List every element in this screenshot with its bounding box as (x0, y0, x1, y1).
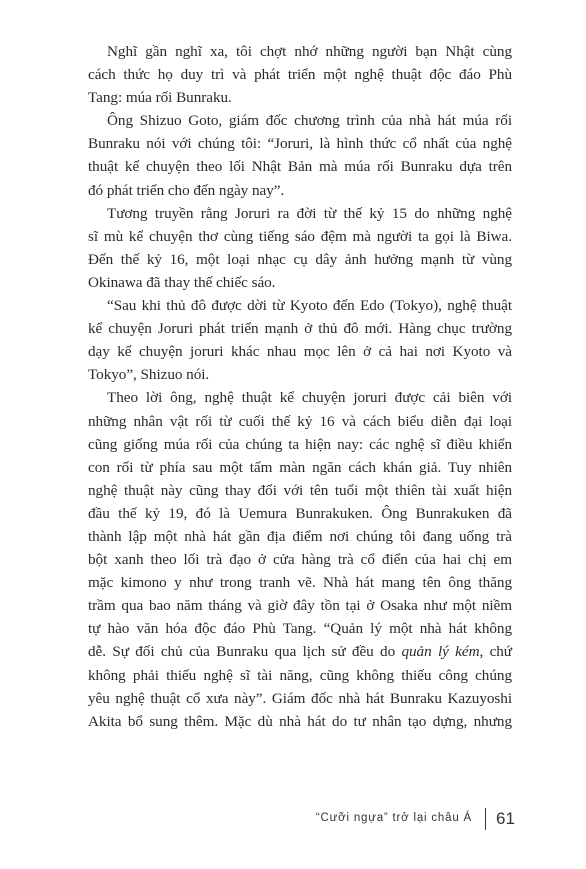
text-line: Tang: múa rối Bunraku. (88, 89, 232, 107)
text-line: trầm qua bao năm tháng và giờ đây tồn tại ở Osaka như một niềm (88, 597, 512, 615)
text-line: kể chuyện Joruri phát triển mạnh ở thủ đô mới. Hàng chục trường (88, 320, 512, 338)
text-line: Ông Shizuo Goto, giám đốc chương trình của nhà hát múa rối (107, 112, 512, 130)
page-number: 61 (496, 809, 515, 828)
paragraph-1 (88, 40, 512, 109)
text-line: đó phát triển cho đến ngày nay”. (88, 181, 285, 199)
text-line: những nhân vật rối từ cuối thế kỷ 16 và cách biểu diễn đại loại (88, 412, 512, 430)
text-line: sĩ mù kể chuyện thơ cùng tiếng sáo đệm mà người ta gọi là Biwa. (88, 227, 512, 245)
paragraph-4 (88, 294, 512, 386)
text-line: Okinawa đã thay thế chiếc sáo. (88, 273, 276, 291)
running-title: “Cưỡi ngựa” trở lại châu Á (315, 812, 472, 824)
text-line: Bunraku nói với chúng tôi: “Joruri, là hình thức cổ nhất của nghệ (88, 135, 512, 153)
text-line: cũng giống múa rối của chúng ta hiện nay: các nghệ sĩ điều khiển (88, 435, 512, 453)
text-line: Tương truyền rằng Joruri ra đời từ thế kỷ 15 do những nghệ (107, 204, 512, 222)
body-text (88, 40, 512, 733)
footer-divider (485, 808, 486, 830)
text-line: Đến thế kỷ 16, một loại nhạc cụ dây ảnh hưởng mạnh từ vùng (88, 250, 512, 268)
text-segment: dễ. Sự đổi chủ của Bunraku qua lịch sử đều do (88, 643, 402, 661)
page-footer (0, 808, 586, 832)
paragraph-3 (88, 202, 512, 294)
text-segment: , chứ (479, 643, 512, 661)
text-line: bột xanh theo lối trà đạo ở cửa hàng trà cổ điển của hai chị em (88, 551, 512, 569)
text-line: thuật kể chuyện theo lối Nhật Bản mà múa rối Bunraku dựa trên (88, 158, 512, 176)
text-line: Theo lời ông, nghệ thuật kể chuyện joruri được cải biên với (107, 389, 512, 407)
text-line: mặc kimono y như trong tranh vẽ. Nhà hát mang tên ông thăng (88, 574, 512, 592)
text-line: đầu thế kỷ 19, đó là Uemura Bunrakuken. Ông Bunrakuken đã (88, 504, 512, 522)
text-line: thành lập một nhà hát gần địa điểm nơi chúng tôi đang uống trà (88, 527, 512, 545)
text-line: Tokyo”, Shizuo nói. (88, 366, 210, 384)
text-line: Akita bổ sung thêm. Mặc dù nhà hát do tư nhân tạo dựng, nhưng (88, 712, 512, 730)
text-line: dạy kể chuyện joruri khác nhau mọc lên ở cả hai nơi Kyoto và (88, 343, 512, 361)
text-line: yêu nghệ thuật cổ xưa này”. Giám đốc nhà hát Bunraku Kazuyoshi (88, 689, 512, 707)
text-line: “Sau khi thủ đô được dời từ Kyoto đến Edo (Tokyo), nghệ thuật (107, 297, 512, 315)
text-line: nghệ thuật này cũng thay đổi với tên tuổi một thiên tài xuất hiện (88, 481, 512, 499)
paragraph-5 (88, 386, 512, 732)
emphasis-text: quản lý kém (401, 643, 480, 661)
text-line: Nghĩ gần nghĩ xa, tôi chợt nhớ những người bạn Nhật cùng (107, 43, 512, 60)
paragraph-2 (88, 109, 512, 201)
text-line-mixed (88, 640, 512, 663)
text-line: tự hào văn hóa độc đáo Phù Tang. “Quản lý một nhà hát không (88, 620, 512, 638)
text-line: không phải thiếu nghệ sĩ tài năng, cũng không thiếu công chúng (88, 666, 512, 684)
text-line: cách thức họ duy trì và phát triển một nghệ thuật độc đáo Phù (88, 66, 512, 84)
text-line: con rối từ phía sau một tấm màn ngăn cách khán giả. Tuy nhiên (88, 458, 512, 476)
